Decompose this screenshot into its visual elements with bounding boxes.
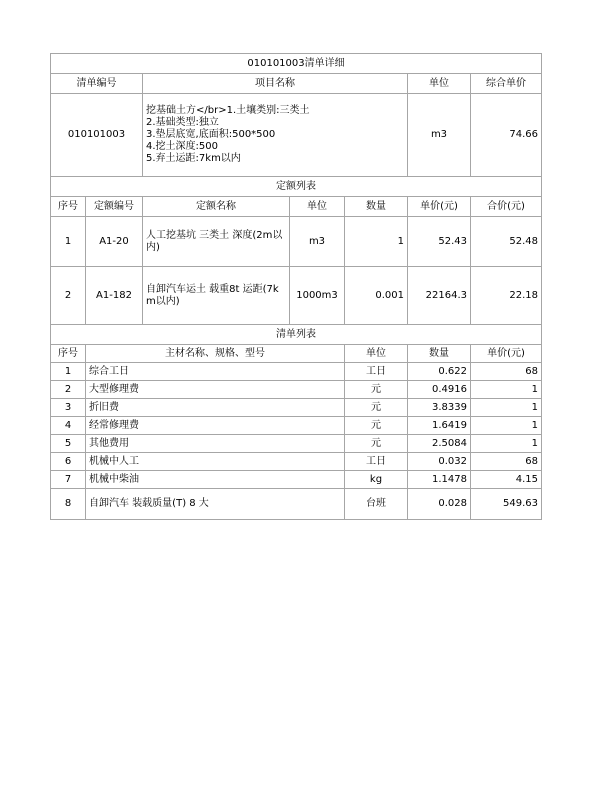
item-description — [143, 94, 408, 177]
quota-name: 人工挖基坑 三类土 深度(2m以内) — [143, 217, 290, 267]
material-price: 68 — [471, 453, 542, 471]
material-price: 1 — [471, 399, 542, 417]
quota-header-qty: 数量 — [345, 197, 408, 217]
material-price: 1 — [471, 417, 542, 435]
item-unit: m3 — [408, 94, 471, 177]
header-item-price: 综合单价 — [471, 74, 542, 94]
header-item-name: 项目名称 — [143, 74, 408, 94]
material-unit: 元 — [345, 417, 408, 435]
quota-row — [51, 267, 542, 325]
quota-unit: 1000m3 — [290, 267, 345, 325]
quota-no: 1 — [51, 217, 86, 267]
item-desc-line: 挖基础土方</br>1.土壤类别:三类土 — [146, 105, 310, 116]
material-no: 6 — [51, 453, 86, 471]
header-item-unit: 单位 — [408, 74, 471, 94]
material-name: 折旧费 — [86, 399, 345, 417]
quota-price: 52.43 — [408, 217, 471, 267]
material-header-name: 主材名称、规格、型号 — [86, 345, 345, 363]
quota-qty: 1 — [345, 217, 408, 267]
item-row — [51, 94, 542, 177]
material-no: 2 — [51, 381, 86, 399]
material-header-price: 单价(元) — [471, 345, 542, 363]
item-desc-line: 4.挖土深度:500 — [146, 141, 218, 152]
quota-header-no: 序号 — [51, 197, 86, 217]
quota-price: 22164.3 — [408, 267, 471, 325]
material-name: 大型修理费 — [86, 381, 345, 399]
quota-header-name: 定额名称 — [143, 197, 290, 217]
material-row — [51, 381, 542, 399]
material-name: 综合工日 — [86, 363, 345, 381]
header-item-code: 清单编号 — [51, 74, 143, 94]
quota-qty: 0.001 — [345, 267, 408, 325]
material-unit: 元 — [345, 399, 408, 417]
material-header-no: 序号 — [51, 345, 86, 363]
material-qty: 0.028 — [408, 489, 471, 520]
item-desc-line: 3.垫层底宽,底面积:500*500 — [146, 129, 276, 140]
material-header-unit: 单位 — [345, 345, 408, 363]
material-row — [51, 489, 542, 520]
material-row — [51, 435, 542, 453]
material-name: 经常修理费 — [86, 417, 345, 435]
item-code: 010101003 — [51, 94, 143, 177]
quota-section-title-row — [51, 177, 542, 197]
quota-total: 52.48 — [471, 217, 542, 267]
material-qty: 1.1478 — [408, 471, 471, 489]
quota-unit: m3 — [290, 217, 345, 267]
material-name: 自卸汽车 装载质量(T) 8 大 — [86, 489, 345, 520]
material-header-row — [51, 345, 542, 363]
quota-header-row — [51, 197, 542, 217]
material-no: 3 — [51, 399, 86, 417]
material-no: 1 — [51, 363, 86, 381]
quota-row — [51, 217, 542, 267]
material-row — [51, 417, 542, 435]
material-unit: 元 — [345, 381, 408, 399]
material-qty: 0.622 — [408, 363, 471, 381]
material-unit: 台班 — [345, 489, 408, 520]
item-price: 74.66 — [471, 94, 542, 177]
quota-total: 22.18 — [471, 267, 542, 325]
item-desc-line: 2.基础类型:独立 — [146, 117, 219, 128]
material-unit: 元 — [345, 435, 408, 453]
quota-header-total: 合价(元) — [471, 197, 542, 217]
item-desc-line: 5.弃土运距:7km以内 — [146, 153, 241, 164]
material-qty: 2.5084 — [408, 435, 471, 453]
detail-table — [50, 53, 542, 520]
material-price: 1 — [471, 435, 542, 453]
material-no: 4 — [51, 417, 86, 435]
material-price: 4.15 — [471, 471, 542, 489]
material-name: 其他费用 — [86, 435, 345, 453]
material-name: 机械中柴油 — [86, 471, 345, 489]
title-row — [51, 54, 542, 74]
material-qty: 3.8339 — [408, 399, 471, 417]
quota-section-title: 定额列表 — [51, 177, 542, 197]
material-unit: 工日 — [345, 363, 408, 381]
material-name: 机械中人工 — [86, 453, 345, 471]
material-row — [51, 363, 542, 381]
quota-name: 自卸汽车运土 载重8t 运距(7km以内) — [143, 267, 290, 325]
page-title: 010101003清单详细 — [51, 54, 542, 74]
material-qty: 0.032 — [408, 453, 471, 471]
material-qty: 0.4916 — [408, 381, 471, 399]
material-unit: kg — [345, 471, 408, 489]
quota-header-code: 定额编号 — [86, 197, 143, 217]
material-row — [51, 399, 542, 417]
material-price: 68 — [471, 363, 542, 381]
material-row — [51, 471, 542, 489]
material-section-title-row — [51, 325, 542, 345]
material-price: 549.63 — [471, 489, 542, 520]
material-section-title: 清单列表 — [51, 325, 542, 345]
quota-header-price: 单价(元) — [408, 197, 471, 217]
material-no: 5 — [51, 435, 86, 453]
item-header-row — [51, 74, 542, 94]
quota-no: 2 — [51, 267, 86, 325]
material-qty: 1.6419 — [408, 417, 471, 435]
quota-code: A1-20 — [86, 217, 143, 267]
material-row — [51, 453, 542, 471]
material-header-qty: 数量 — [408, 345, 471, 363]
material-unit: 工日 — [345, 453, 408, 471]
quota-code: A1-182 — [86, 267, 143, 325]
material-no: 7 — [51, 471, 86, 489]
material-price: 1 — [471, 381, 542, 399]
quota-header-unit: 单位 — [290, 197, 345, 217]
material-no: 8 — [51, 489, 86, 520]
